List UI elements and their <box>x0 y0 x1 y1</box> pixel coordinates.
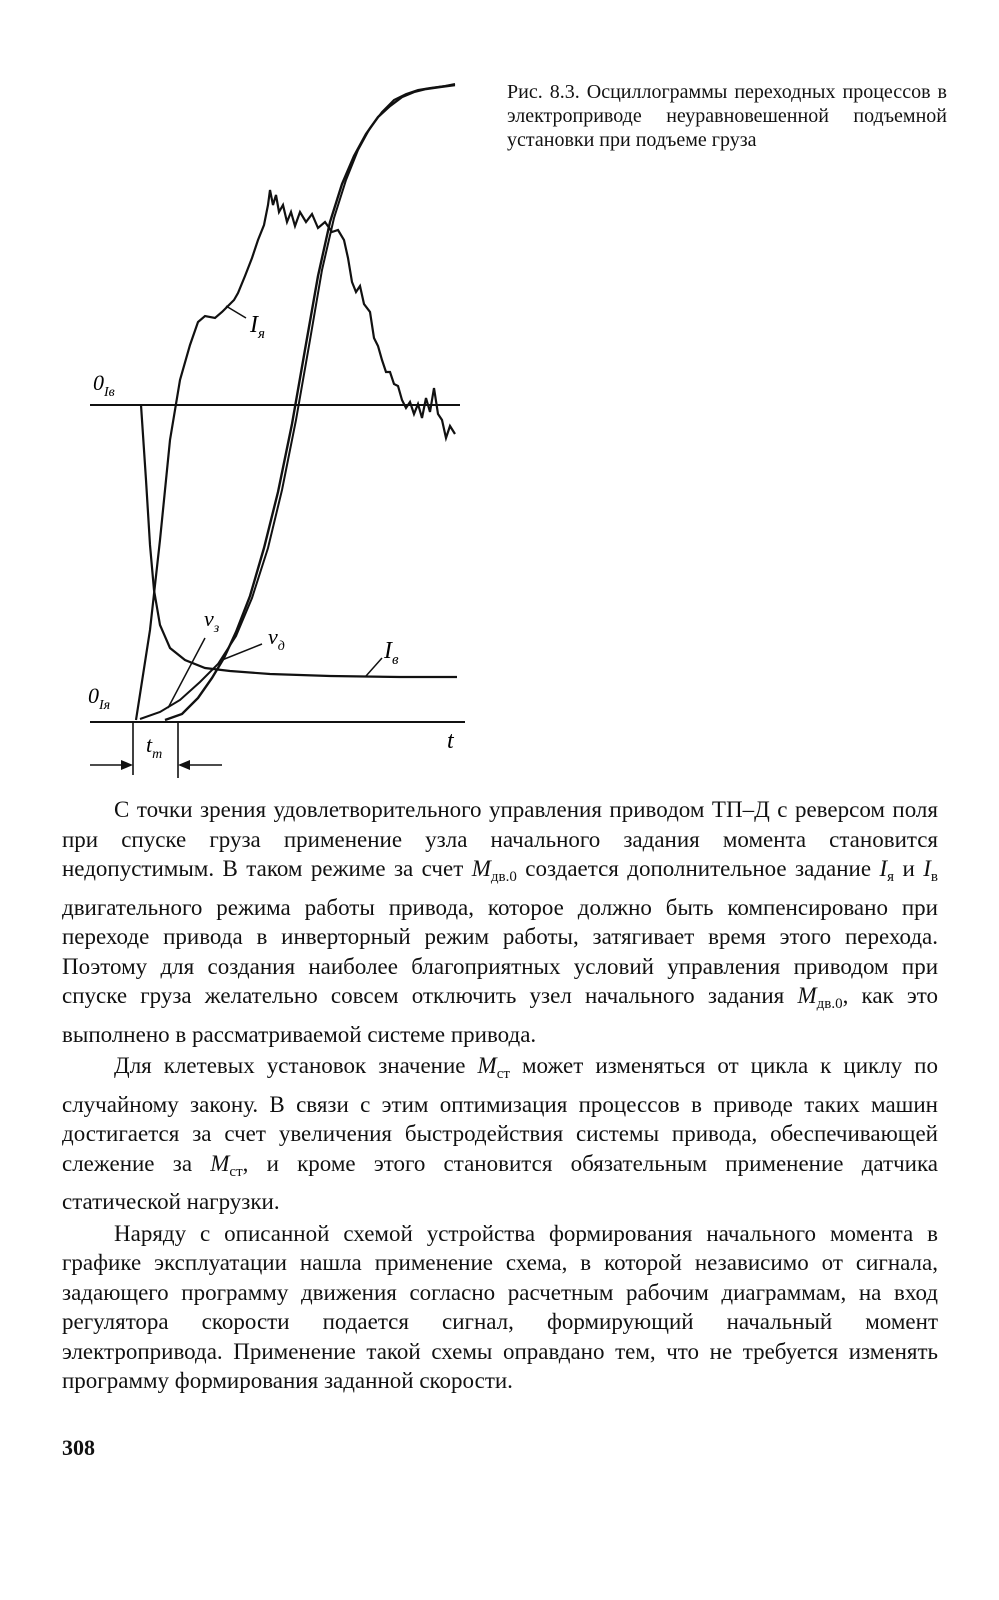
figure-caption: Рис. 8.3. Осциллограммы переходных процессов в электроприводе неуравновешенной подъемной установки при подъеме груза <box>507 81 947 151</box>
leader-iv <box>366 658 382 676</box>
paragraph-2: Для клетевых установок значение $M_{ст}$ может изменяться от цикла к циклу по случайному закону. В связи с этим оптимизация процессов в приводе таких машин достигается за счет увеличения быстродействия системы привода, обеспечивающей слежение за $M_{ст}$, и кроме этого становится обязательным применение датчика статической нагрузки. <box>62 1053 938 1214</box>
label-origin-ia: $0_{Iя}$ <box>88 683 111 713</box>
curve-field-current <box>141 405 457 677</box>
label-curve-vd: $v_д$ <box>268 624 285 654</box>
curve-reference-speed <box>140 84 455 719</box>
label-time-axis: t <box>447 728 454 754</box>
curve-armature-current <box>136 190 455 720</box>
body-text <box>62 795 938 1396</box>
label-curve-ia: $I_я$ <box>250 312 265 342</box>
label-curve-iv: $I_в$ <box>384 638 399 668</box>
interval-arrowhead-right <box>178 760 190 770</box>
label-interval: $t_т$ <box>146 732 163 762</box>
paragraph-1: С точки зрения удовлетворительного управления приводом ТП–Д с реверсом поля при спуске груза применение узла начального задания момента становится недопустимым. В таком режиме за счет $M_{дв.0}$ создается дополнительное задание $I_я$ и $I_в$ двигательного режима работы привода, которое должно быть компенсировано при переходе привода в инверторный режим работы, затягивает время этого перехода. Поэтому для создания наиболее благоприятных условий управления приводом при спуске груза желательно совсем отключить узел начального задания $M_{дв.0}$, как это выполнено в рассматриваемой системе привода. <box>62 797 938 1047</box>
label-origin-iv: $0_{Iв}$ <box>93 370 115 400</box>
label-curve-vz: $v_з$ <box>204 606 220 636</box>
leader-ia <box>226 306 246 318</box>
paragraph-3: Наряду с описанной схемой устройства формирования начального момента в графике эксплуатации нашла применение схема, в которой независимо от сигнала, задающего программу движения согласно расчетным рабочим диаграммам, на вход регулятора скорости подается сигнал, формирующий начальный момент электропривода. Применение такой схемы оправдано тем, что не требуется изменять программу формирования заданной скорости. <box>62 1220 938 1393</box>
page-number: 308 <box>62 1435 95 1460</box>
interval-arrowhead-left <box>121 760 133 770</box>
